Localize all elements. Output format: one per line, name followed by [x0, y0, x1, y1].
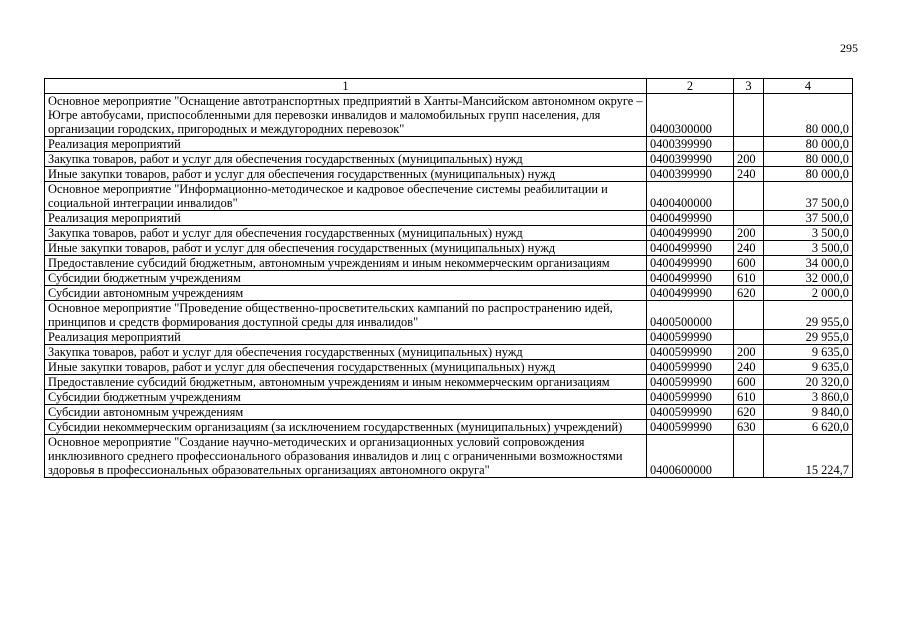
- row-type-cell: 620: [734, 405, 764, 420]
- row-name-cell: Закупка товаров, работ и услуг для обеспечения государственных (муниципальных) нужд: [45, 345, 647, 360]
- table-row: [45, 301, 853, 330]
- row-name-cell: Иные закупки товаров, работ и услуг для обеспечения государственных (муниципальных) нужд: [45, 167, 647, 182]
- row-name-cell: Субсидии некоммерческим организациям (за исключением государственных (муниципальных) учреждений): [45, 420, 647, 435]
- header-col-3: 3: [734, 79, 764, 94]
- row-name-cell: Иные закупки товаров, работ и услуг для обеспечения государственных (муниципальных) нужд: [45, 241, 647, 256]
- table-row: [45, 360, 853, 375]
- row-code-cell: 0400599990: [647, 345, 734, 360]
- row-name-cell: Реализация мероприятий: [45, 211, 647, 226]
- row-code-cell: 0400599990: [647, 405, 734, 420]
- row-code-cell: 0400499990: [647, 211, 734, 226]
- table-header-row: [45, 79, 853, 94]
- header-col-2: 2: [647, 79, 734, 94]
- row-code-cell: 0400499990: [647, 286, 734, 301]
- row-type-cell: 240: [734, 360, 764, 375]
- row-name-cell: Основное мероприятие "Проведение общественно-просветительских кампаний по распространению идей, принципов и средств формирования доступной среды для инвалидов": [45, 301, 647, 330]
- row-amount-cell: 34 000,0: [764, 256, 853, 271]
- row-code-cell: 0400499990: [647, 226, 734, 241]
- row-type-cell: 240: [734, 167, 764, 182]
- row-amount-cell: 2 000,0: [764, 286, 853, 301]
- row-name-cell: Предоставление субсидий бюджетным, автономным учреждениям и иным некоммерческим организациям: [45, 256, 647, 271]
- row-amount-cell: 3 860,0: [764, 390, 853, 405]
- row-code-cell: 0400499990: [647, 271, 734, 286]
- row-type-cell: 620: [734, 286, 764, 301]
- row-type-cell: 200: [734, 152, 764, 167]
- table-row: [45, 286, 853, 301]
- row-type-cell: 600: [734, 375, 764, 390]
- table-row: [45, 420, 853, 435]
- row-code-cell: 0400599990: [647, 360, 734, 375]
- row-type-cell: [734, 94, 764, 137]
- row-code-cell: 0400500000: [647, 301, 734, 330]
- header-col-1: 1: [45, 79, 647, 94]
- row-amount-cell: 29 955,0: [764, 330, 853, 345]
- row-code-cell: 0400499990: [647, 256, 734, 271]
- row-amount-cell: 80 000,0: [764, 152, 853, 167]
- row-name-cell: Основное мероприятие "Создание научно-методических и организационных условий сопровождения инклюзивного среднего профессионального образования инвалидов и лиц с ограниченными возможностями здоровья в профессиональных образовательных организациях автономного округа": [45, 435, 647, 478]
- row-name-cell: Реализация мероприятий: [45, 137, 647, 152]
- row-amount-cell: 9 840,0: [764, 405, 853, 420]
- row-name-cell: Основное мероприятие "Информационно-методическое и кадровое обеспечение системы реабилитации и социальной интеграции инвалидов": [45, 182, 647, 211]
- table-row: [45, 345, 853, 360]
- row-type-cell: 200: [734, 345, 764, 360]
- row-code-cell: 0400599990: [647, 390, 734, 405]
- row-name-cell: Субсидии автономным учреждениям: [45, 405, 647, 420]
- row-amount-cell: 9 635,0: [764, 345, 853, 360]
- row-code-cell: 0400399990: [647, 137, 734, 152]
- row-code-cell: 0400399990: [647, 152, 734, 167]
- row-name-cell: Реализация мероприятий: [45, 330, 647, 345]
- row-code-cell: 0400599990: [647, 420, 734, 435]
- row-name-cell: Закупка товаров, работ и услуг для обеспечения государственных (муниципальных) нужд: [45, 226, 647, 241]
- table-row: [45, 94, 853, 137]
- row-type-cell: 610: [734, 390, 764, 405]
- table-row: [45, 375, 853, 390]
- table-row: [45, 152, 853, 167]
- row-name-cell: Субсидии бюджетным учреждениям: [45, 271, 647, 286]
- row-code-cell: 0400599990: [647, 330, 734, 345]
- row-amount-cell: 37 500,0: [764, 182, 853, 211]
- table-row: [45, 226, 853, 241]
- row-code-cell: 0400600000: [647, 435, 734, 478]
- budget-table: [44, 78, 853, 478]
- row-name-cell: Субсидии бюджетным учреждениям: [45, 390, 647, 405]
- table-row: [45, 137, 853, 152]
- table-row: [45, 435, 853, 478]
- row-code-cell: 0400599990: [647, 375, 734, 390]
- row-type-cell: 610: [734, 271, 764, 286]
- row-name-cell: Предоставление субсидий бюджетным, автономным учреждениям и иным некоммерческим организациям: [45, 375, 647, 390]
- table-row: [45, 182, 853, 211]
- header-col-4: 4: [764, 79, 853, 94]
- table-row: [45, 211, 853, 226]
- row-name-cell: Субсидии автономным учреждениям: [45, 286, 647, 301]
- row-code-cell: 0400399990: [647, 167, 734, 182]
- row-type-cell: [734, 211, 764, 226]
- row-type-cell: [734, 182, 764, 211]
- row-amount-cell: 3 500,0: [764, 241, 853, 256]
- row-type-cell: [734, 435, 764, 478]
- table-row: [45, 390, 853, 405]
- row-code-cell: 0400400000: [647, 182, 734, 211]
- row-amount-cell: 3 500,0: [764, 226, 853, 241]
- row-amount-cell: 29 955,0: [764, 301, 853, 330]
- row-type-cell: 200: [734, 226, 764, 241]
- row-type-cell: 240: [734, 241, 764, 256]
- row-type-cell: [734, 137, 764, 152]
- table-row: [45, 241, 853, 256]
- row-type-cell: 600: [734, 256, 764, 271]
- table-row: [45, 256, 853, 271]
- table-row: [45, 405, 853, 420]
- row-amount-cell: 20 320,0: [764, 375, 853, 390]
- row-amount-cell: 37 500,0: [764, 211, 853, 226]
- row-code-cell: 0400499990: [647, 241, 734, 256]
- table-row: [45, 330, 853, 345]
- page-number: 295: [840, 41, 858, 55]
- row-amount-cell: 80 000,0: [764, 94, 853, 137]
- row-amount-cell: 9 635,0: [764, 360, 853, 375]
- row-name-cell: Закупка товаров, работ и услуг для обеспечения государственных (муниципальных) нужд: [45, 152, 647, 167]
- table-row: [45, 271, 853, 286]
- row-type-cell: [734, 301, 764, 330]
- table-row: [45, 167, 853, 182]
- row-type-cell: [734, 330, 764, 345]
- row-amount-cell: 15 224,7: [764, 435, 853, 478]
- row-amount-cell: 80 000,0: [764, 167, 853, 182]
- row-amount-cell: 32 000,0: [764, 271, 853, 286]
- row-amount-cell: 6 620,0: [764, 420, 853, 435]
- row-name-cell: Основное мероприятие "Оснащение автотранспортных предприятий в Ханты-Мансийском автономном округе – Югре автобусами, приспособленными для перевозки инвалидов и маломобильных групп населения, для организации городских, пригородных и междугородних перевозок": [45, 94, 647, 137]
- row-name-cell: Иные закупки товаров, работ и услуг для обеспечения государственных (муниципальных) нужд: [45, 360, 647, 375]
- row-amount-cell: 80 000,0: [764, 137, 853, 152]
- row-code-cell: 0400300000: [647, 94, 734, 137]
- row-type-cell: 630: [734, 420, 764, 435]
